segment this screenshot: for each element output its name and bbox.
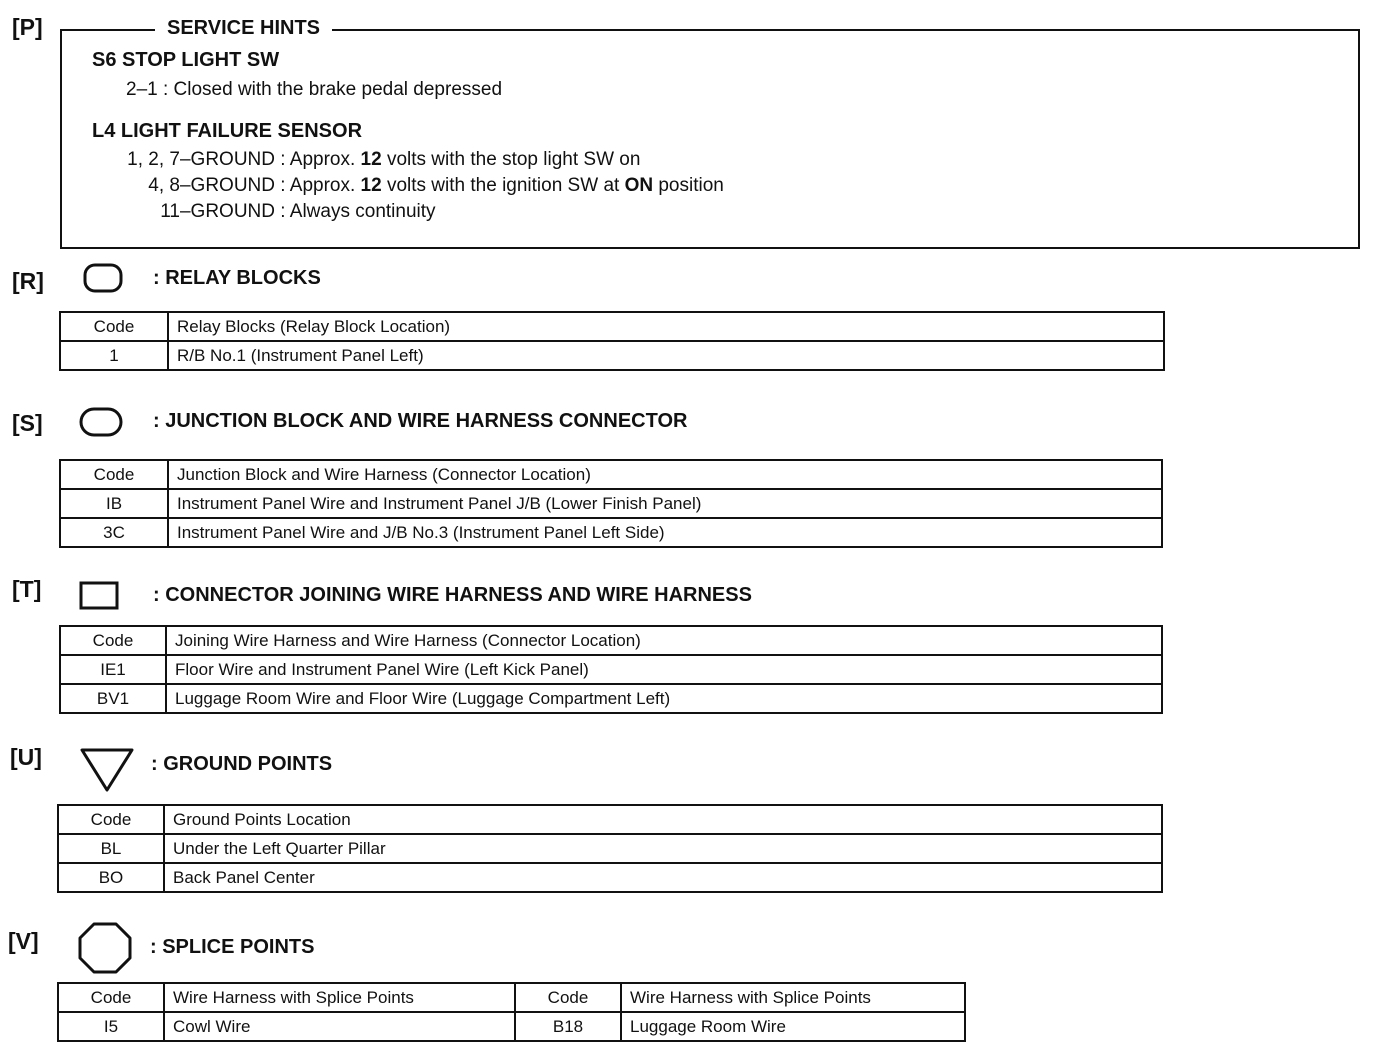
table-header-row [58,805,1162,834]
section-tag-t: [T] [12,576,42,602]
table-row [58,834,1162,863]
s6-heading: S6 STOP LIGHT SW [92,49,280,71]
table-row [60,518,1162,547]
column-header: Junction Block and Wire Harness (Connector Location) [168,460,1162,489]
section-tag-v: [V] [8,928,39,954]
l4-hint-line: : Approx. 12 volts with the ignition SW at ON position [275,175,724,196]
section-tag-s: [S] [12,410,43,436]
table-row [60,655,1162,684]
table-header-row [60,626,1162,655]
location-cell: Luggage Room Wire [621,1012,965,1041]
column-header: Ground Points Location [164,805,1162,834]
junction-block-heading: : JUNCTION BLOCK AND WIRE HARNESS CONNECTOR [153,410,688,432]
table-row [60,489,1162,518]
l4-pin-label: 4, 8–GROUND [148,175,275,196]
column-header: Wire Harness with Splice Points [621,983,965,1012]
column-header: Code [515,983,621,1012]
column-header: Wire Harness with Splice Points [164,983,515,1012]
code-cell: BL [58,834,164,863]
table-row [60,341,1164,370]
splice-points-heading: : SPLICE POINTS [150,936,315,958]
location-cell: Back Panel Center [164,863,1162,892]
location-cell: Cowl Wire [164,1012,515,1041]
column-header: Code [58,805,164,834]
column-header: Code [58,983,164,1012]
code-cell: BO [58,863,164,892]
relay-blocks-table [59,311,1165,371]
location-cell: Instrument Panel Wire and J/B No.3 (Instrument Panel Left Side) [168,518,1162,547]
location-cell: Floor Wire and Instrument Panel Wire (Left Kick Panel) [166,655,1162,684]
location-cell: Luggage Room Wire and Floor Wire (Luggage Compartment Left) [166,684,1162,713]
table-header-row [60,312,1164,341]
location-cell: Under the Left Quarter Pillar [164,834,1162,863]
table-row [58,1012,965,1041]
column-header: Relay Blocks (Relay Block Location) [168,312,1164,341]
connector-joining-table [59,625,1163,714]
l4-hint-line: : Approx. 12 volts with the stop light SW on [275,149,641,170]
code-cell: 1 [60,341,168,370]
code-cell: IE1 [60,655,166,684]
table-row [58,863,1162,892]
table-header-row [58,983,965,1012]
oval-icon [78,406,126,438]
junction-block-table [59,459,1163,548]
code-cell: IB [60,489,168,518]
table-row [60,684,1162,713]
rectangle-icon [78,580,122,612]
code-cell: I5 [58,1012,164,1041]
column-header: Code [60,312,168,341]
code-cell: BV1 [60,684,166,713]
column-header: Joining Wire Harness and Wire Harness (Connector Location) [166,626,1162,655]
code-cell: 3C [60,518,168,547]
location-cell: R/B No.1 (Instrument Panel Left) [168,341,1164,370]
l4-pin-label: 1, 2, 7–GROUND [127,149,275,170]
connector-joining-heading: : CONNECTOR JOINING WIRE HARNESS AND WIRE HARNESS [153,584,752,606]
service-hints-title: SERVICE HINTS [155,17,332,40]
code-cell: B18 [515,1012,621,1041]
section-tag-u: [U] [10,744,42,770]
splice-points-table [57,982,966,1042]
column-header: Code [60,460,168,489]
rounded-rect-icon [82,262,126,294]
l4-heading: L4 LIGHT FAILURE SENSOR [92,120,363,142]
ground-points-heading: : GROUND POINTS [151,753,333,775]
ground-points-table [57,804,1163,893]
column-header: Code [60,626,166,655]
section-tag-r: [R] [12,268,44,294]
triangle-down-icon [78,746,136,794]
l4-pin-label: 11–GROUND [160,201,275,222]
table-header-row [60,460,1162,489]
relay-blocks-heading: : RELAY BLOCKS [153,267,321,289]
s6-hint: 2–1 : Closed with the brake pedal depressed [126,79,503,100]
octagon-icon [76,921,134,975]
location-cell: Instrument Panel Wire and Instrument Panel J/B (Lower Finish Panel) [168,489,1162,518]
section-tag-p: [P] [12,14,43,40]
l4-hint-line: : Always continuity [275,201,436,222]
